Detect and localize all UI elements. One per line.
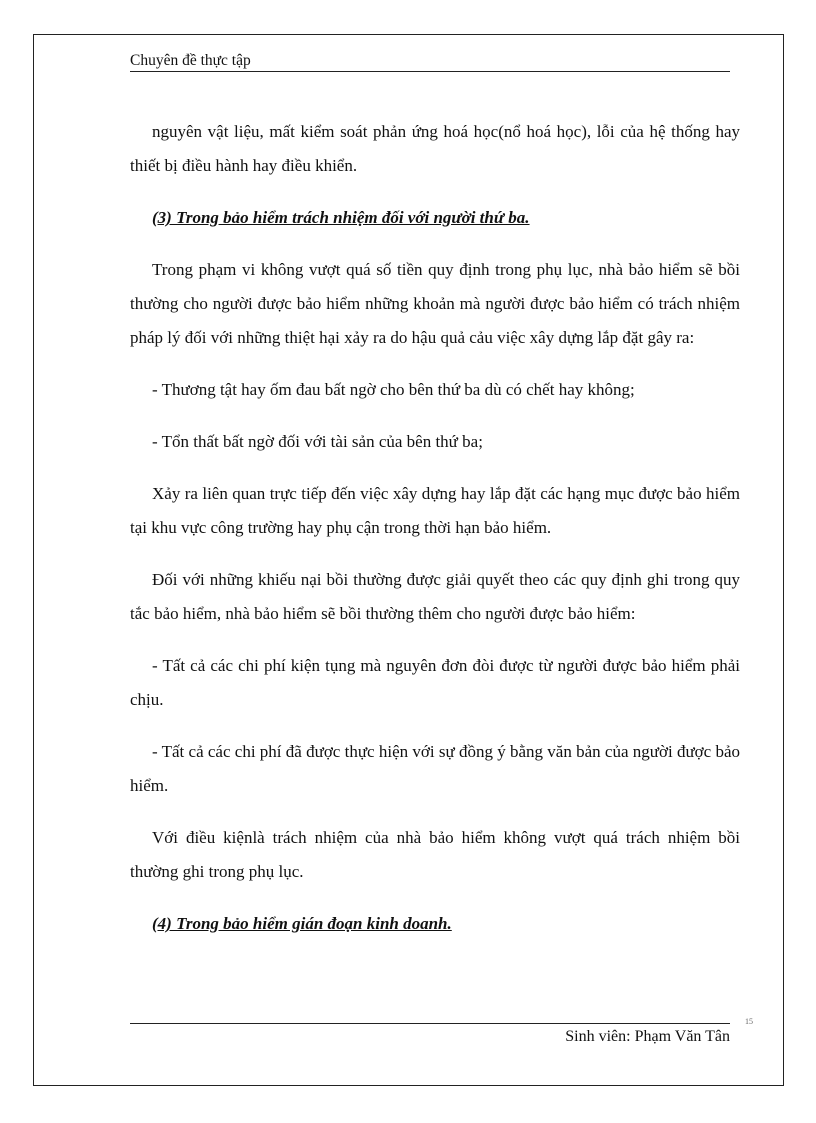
list-item-property-loss: - Tổn thất bất ngờ đối với tài sản của bên thứ ba; (152, 432, 483, 451)
document-body (130, 115, 740, 941)
header-title: Chuyên đề thực tập (130, 52, 251, 69)
section-heading-4: (4) Trong bảo hiểm gián đoạn kinh doanh. (152, 914, 452, 933)
paragraph-claims: Đối với những khiếu nại bồi thường được giải quyết theo các quy định ghi trong quy tắc bảo hiểm, nhà bảo hiểm sẽ bồi thường thêm cho người được bảo hiểm: (130, 570, 740, 623)
list-item-injury: - Thương tật hay ốm đau bất ngờ cho bên thứ ba dù có chết hay không; (152, 380, 635, 399)
paragraph-continuation: nguyên vật liệu, mất kiểm soát phản ứng hoá học(nổ hoá học), lỗi của hệ thống hay thiết bị điều hành hay điều khiển. (130, 122, 740, 175)
list-item-approved-costs: - Tất cả các chi phí đã được thực hiện với sự đồng ý bằng văn bản của người được bảo hiểm. (130, 742, 740, 795)
paragraph-third-party-scope: Trong phạm vi không vượt quá số tiền quy định trong phụ lục, nhà bảo hiểm sẽ bồi thường cho người được bảo hiểm những khoản mà người được bảo hiểm có trách nhiệm pháp lý đối với những thiệt hại xảy ra do hậu quả cảu việc xây dựng lắp đặt gây ra: (130, 260, 740, 347)
footer-student-name: Sinh viên: Phạm Văn Tân (565, 1028, 730, 1045)
section-heading-3: (3) Trong bảo hiểm trách nhiệm đối với người thứ ba. (152, 208, 530, 227)
paragraph-liability-limit: Với điều kiệnlà trách nhiệm của nhà bảo hiểm không vượt quá trách nhiệm bồi thường ghi trong phụ lục. (130, 828, 740, 881)
list-item-litigation-costs: - Tất cả các chi phí kiện tụng mà nguyên đơn đòi được từ người được bảo hiểm phải chịu. (130, 656, 740, 709)
paragraph-occurrence: Xảy ra liên quan trực tiếp đến việc xây dựng hay lắp đặt các hạng mục được bảo hiểm tại khu vực công trường hay phụ cận trong thời hạn bảo hiểm. (130, 484, 740, 537)
footer-rule (130, 1023, 730, 1024)
page-number: 15 (745, 1017, 753, 1026)
header-rule (130, 71, 730, 72)
